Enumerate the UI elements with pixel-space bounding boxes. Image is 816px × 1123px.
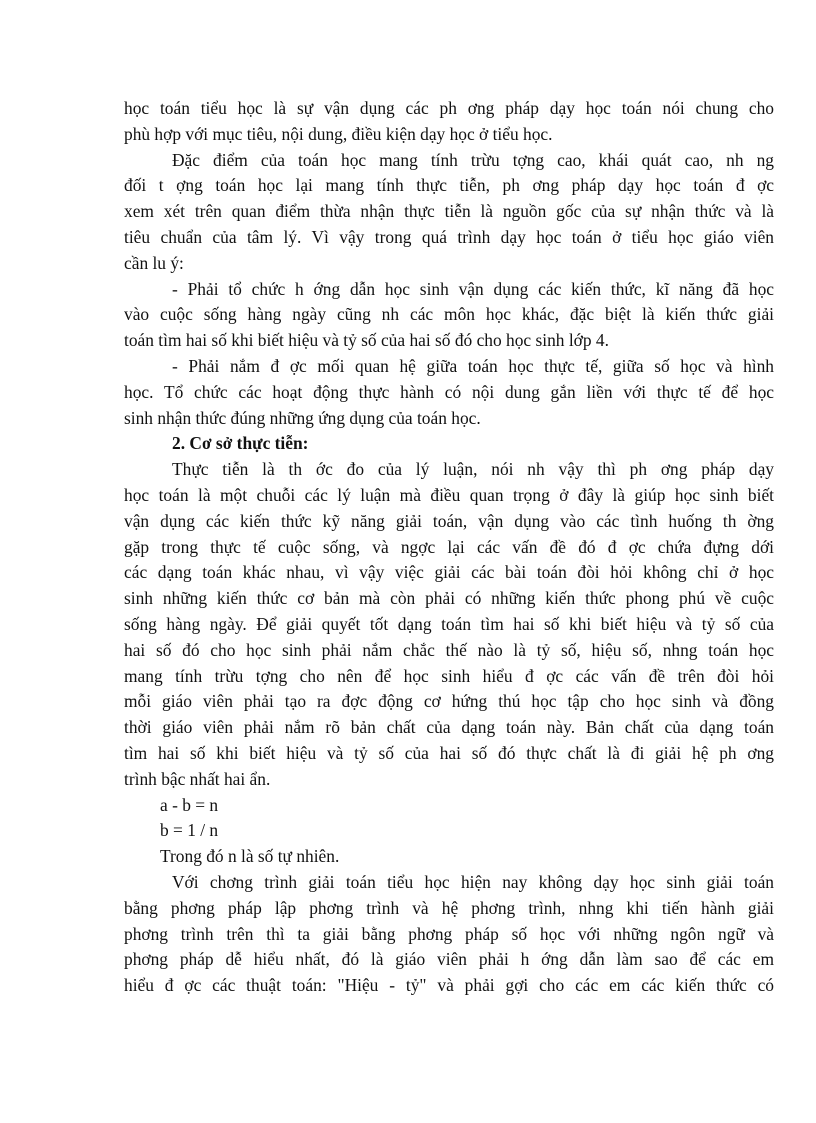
text-line: mỗi giáo viên phải tạo ra đợc động cơ hứng thú học tập cho học sinh và đồng [124,691,774,712]
text-line: hai số đó cho học sinh phải nắm chắc thế nào là tỷ số, hiệu số, nhng toán học [124,639,774,660]
text-line: Với chơng trình giải toán tiểu học hiện nay không dạy học sinh giải toán [172,871,774,892]
text-line: vận dụng các kiến thức kỹ năng giải toán, vận dụng vào các tình huống th ờng [124,510,774,531]
text-line: trình bậc nhất hai ẩn. [124,768,271,789]
text-line: Trong đó n là số tự nhiên. [160,846,340,867]
text-line: phơng pháp dễ hiểu nhất, đó là giáo viên phải h ớng dẫn làm sao để các em [124,949,774,970]
document-body [124,96,774,999]
text-line: tiêu chuẩn của tâm lý. Vì vậy trong quá trình dạy học toán ở tiểu học giáo viên [124,226,774,247]
text-line: Đặc điểm của toán học mang tính trừu tợng cao, khái quát cao, nh ng [172,149,774,170]
text-line: hiểu đ ợc các thuật toán: "Hiệu - tỷ" và phải gợi cho các em các kiến thức có [124,975,774,996]
text-line: sinh những kiến thức cơ bản mà còn phải có những kiến thức phong phú về cuộc [124,588,774,609]
text-line: vào cuộc sống hàng ngày cũng nh các môn học khác, đặc biệt là kiến thức giải [124,304,774,325]
equation-line: b = 1 / n [160,820,219,841]
text-line: - Phải tổ chức h ớng dẫn học sinh vận dụng các kiến thức, kĩ năng đã học [172,278,774,299]
text-line: học toán tiểu học là sự vận dụng các ph ơng pháp dạy học toán nói chung cho [124,98,774,118]
text-line: đối t ợng toán học lại mang tính thực tiễn, ph ơng pháp dạy học toán đ ợc [124,175,774,196]
text-line: Thực tiễn là th ớc đo của lý luận, nói nh vậy thì ph ơng pháp dạy [172,459,774,480]
text-line: tìm hai số khi biết hiệu và tỷ số của hai số đó thực chất là đi giải hệ ph ơng [124,742,774,763]
section-heading: 2. Cơ sở thực tiễn: [172,433,309,454]
text-line: thời giáo viên phải nắm rõ bản chất của dạng toán này. Bản chất của dạng toán [124,717,774,738]
text-line: cần lu ý: [124,252,184,273]
text-line: bằng phơng pháp lập phơng trình và hệ phơng trình, nhng khi tiến hành giải [124,897,774,918]
text-line: - Phải nắm đ ợc mối quan hệ giữa toán học thực tế, giữa số học và hình [172,355,774,376]
text-line: sinh nhận thức đúng những ứng dụng của toán học. [124,407,481,428]
text-line: phơng trình trên thì ta giải bằng phơng pháp số học với những ngôn ngữ và [124,923,774,944]
text-line: sống hàng ngày. Để giải quyết tốt dạng toán tìm hai số khi biết hiệu và tỷ số của [124,613,774,634]
text-line: học toán là một chuỗi các lý luận mà điều quan trọng ở đây là giúp học sinh biết [124,484,774,505]
text-line: gặp trong thực tế cuộc sống, và ngợc lại các vấn đề đó đ ợc chứa đựng dới [124,536,774,557]
text-line: xem xét trên quan điểm thừa nhận thực tiễn là nguồn gốc của sự nhận thức và là [124,201,774,222]
text-line: các dạng toán khác nhau, vì vậy việc giải các bài toán đòi hỏi không chỉ ở học [124,562,774,583]
text-line: mang tính trừu tợng cho nên để học sinh hiểu đ ợc các vấn đề trên đòi hỏi [124,665,774,686]
equation-line: a - b = n [160,794,219,815]
text-line: học. Tổ chức các hoạt động thực hành có nội dung gắn liền với thực tế để học [124,381,774,402]
text-line: phù hợp với mục tiêu, nội dung, điều kiện dạy học ở tiểu học. [124,123,553,144]
text-line: toán tìm hai số khi biết hiệu và tỷ số của hai số đó cho học sinh lớp 4. [124,330,609,351]
